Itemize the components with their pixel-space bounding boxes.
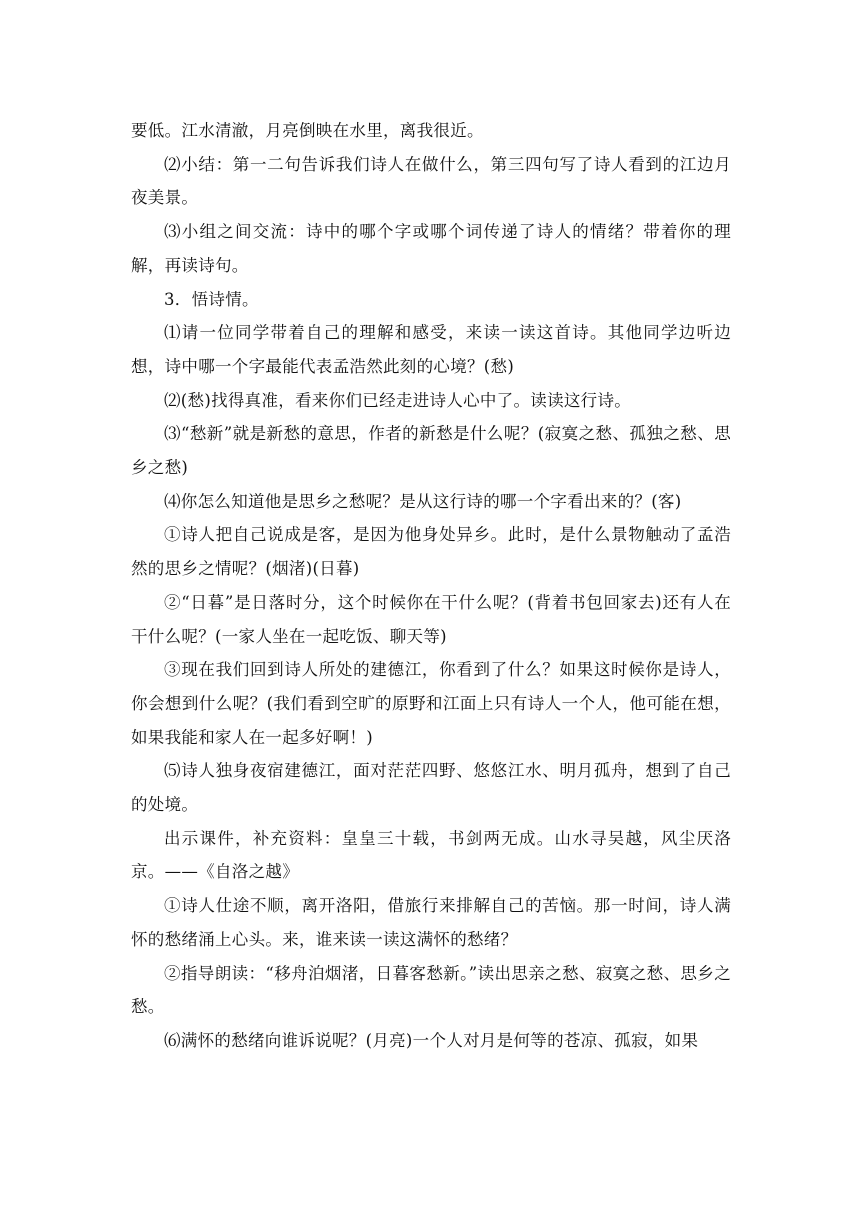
paragraph-7: ⑶“愁新”就是新愁的意思，作者的新愁是什么呢？(寂寞之愁、孤独之愁、思乡之愁)	[131, 424, 731, 478]
paragraph-10: ②“日暮”是日落时分，这个时候你在干什么呢？(背着书包回家去)还有人在干什么呢？(一家人坐在一起吃饭、聊天等)	[131, 592, 731, 646]
paragraph-1: 要低。江水清澈，月亮倒映在水里，离我很近。	[131, 121, 484, 140]
paragraph-3: ⑶小组之间交流：诗中的哪个字或哪个词传递了诗人的情绪？带着你的理解，再读诗句。	[131, 222, 731, 275]
section-heading: 3．悟诗情。	[164, 289, 259, 309]
paragraph-14: ①诗人仕途不顺，离开洛阳，借旅行来排解自己的苦恼。那一时间，诗人满怀的愁绪涌上心头。来，谁来读一读这满怀的愁绪？	[131, 896, 731, 949]
paragraph-8: ⑷你怎么知道他是思乡之愁呢？是从这行诗的哪一个字看出来的？(客)	[164, 491, 682, 511]
paragraph-9: ①诗人把自己说成是客，是因为他身处异乡。此时，是什么景物触动了孟浩然的思乡之情呢？(烟渚)(日暮)	[131, 525, 731, 579]
paragraph-11: ③现在我们回到诗人所处的建德江，你看到了什么？如果这时候你是诗人，你会想到什么呢？(我们看到空旷的原野和江面上只有诗人一个人，他可能在想，如果我能和家人在一起多好啊！)	[131, 660, 731, 747]
paragraph-15: ②指导朗读：“移舟泊烟渚，日暮客愁新。”读出思亲之愁、寂寞之愁、思乡之愁。	[131, 963, 731, 1017]
paragraph-16: ⑹满怀的愁绪向谁诉说呢？(月亮)一个人对月是何等的苍凉、孤寂，如果	[164, 1030, 699, 1050]
paragraph-2: ⑵小结：第一二句告诉我们诗人在做什么，第三四句写了诗人看到的江边月夜美景。	[131, 154, 731, 208]
paragraph-6: ⑵(愁)找得真准，看来你们已经走进诗人心中了。读读这行诗。	[164, 390, 632, 410]
document-body	[131, 114, 731, 1058]
paragraph-5: ⑴请一位同学带着自己的理解和感受，来读一读这首诗。其他同学边听边想，诗中哪一个字最能代表孟浩然此刻的心境？(愁)	[131, 323, 731, 376]
paragraph-12: ⑸诗人独身夜宿建德江，面对茫茫四野、悠悠江水、明月孤舟，想到了自己的处境。	[131, 761, 731, 815]
paragraph-13: 出示课件，补充资料：皇皇三十载，书剑两无成。山水寻吴越，风尘厌洛京。——《自洛之越》	[131, 828, 731, 882]
